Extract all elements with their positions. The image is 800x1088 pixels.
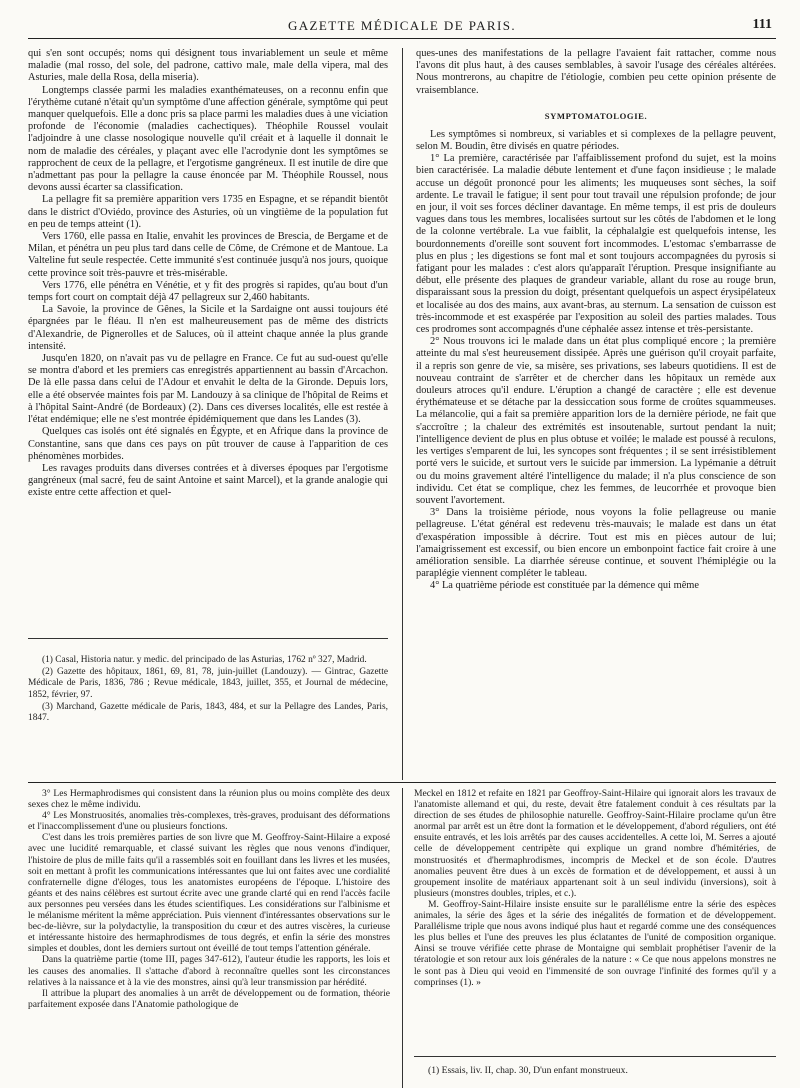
paragraph: Dans la quatrième partie (tome III, pages 347-612), l'auteur étudie les rapports, les lois et les causes des anomalies. Il s'attache d'abord à reconnaître quelles sont les circonstances relatives à la naissance et à la vie des monstres, ainsi qu'à leur transmission par hérédité. <box>28 954 390 988</box>
paragraph: 1° La première, caractérisée par l'affaiblissement profond du sujet, est la moins bien caractérisée. La maladie débute lentement et d'une façon insidieuse ; le malade accuse un dégoût prononcé pour les aliments; les muqueuses sont sèches, la soif ardente. Le travail le fatigue; il sent pour tout travail une répulsion profonde; de jour en jour, il voit ses forces décliner davantage. En même temps, il est pris de douleurs vagues dans tous les membres, localisées surtout sur les côtés de l'abdomen et le long de la colonne vertébrale. La vue faiblit, la céphalalgie est quelquefois intense, les bourdonnements d'oreille sont souvent fort incommodes. L'estomac s'embarrasse de plus en plus ; les digestions se font mal et sont toujours accompagnées du pyrosis si fatigant pour les malades : c'est alors qu'apparaît l'éruption. Presque insignifiante au début, elle présente des plaques de grandeur variable, allant du rose au rouge brun, disparaissant sous la pression du doigt, présentant quelquefois un aspect érysipélateux et localisée au dos des mains, aux avant-bras, au sternum. La sensation de cuisson est très-incommode et est exaspérée par l'exposition au soleil des parties malades. Tous ces prodromes sont accompagnés d'une céphalée assez intense et très-persistante. <box>416 153 776 336</box>
left-column <box>28 48 388 500</box>
paragraph: La Savoie, la province de Gênes, la Sicile et la Sardaigne ont aussi toujours été épargnées par le fléau. Il n'en est malheureusement pas de même des districts d'Alexandrie, de Pignerolles et de Saluces, où il atteint chaque année la plus grande intensité. <box>28 304 388 352</box>
paragraph: Vers 1776, elle pénétra en Vénétie, et y fit des progrès si rapides, qu'au bout d'un temps fort court on comptait déjà 47 pellagreux sur 2,460 habitants. <box>28 279 388 304</box>
paragraph: Vers 1760, elle passa en Italie, envahit les provinces de Brescia, de Bergame et de Milan, et pénétra un peu plus tard dans celle de Côme, de Crémone et de Mantoue. La Valteline fut seule respectée. Cette immunité s'est continuée jusqu'à nos jours, quoique cette province soit très-pauvre et très-misérable. <box>28 231 388 279</box>
paragraph: 4° Les Monstruosités, anomalies très-complexes, très-graves, produisant des déformations et l'inaccomplissement d'une ou plusieurs fonctions. <box>28 810 390 833</box>
bottom-right-column <box>414 788 776 988</box>
paragraph: Il attribue la plupart des anomalies à un arrêt de développement ou de formation, théorie parfaitement exposée dans l'Anatomie pathologique de <box>28 987 390 1010</box>
paragraph: Meckel en 1812 et refaite en 1821 par Geoffroy-Saint-Hilaire qui ignorait alors les travaux de l'anatomiste allemand et qui, du reste, devait être fatalement conduit à ces résultats par la direction de ses études de philosophie naturelle. Geoffroy-Saint-Hilaire proclame qu'un être anormal par arrêt est un être dont la formation et le développement, d'abord réguliers, ont été ensuite entravés, et les lois arrêtés par des causes accidentelles. A cette loi, M. Serres a ajouté celle de développement centripète qui explique un grand nombre d'hémitéries, de monstruosités et d'hermaphrodismes, incompris de Meckel et de son école. D'autres anomalies peuvent être dues à un excès de formation et de développement, et aussi à un groupement insolite de matériaux appartenant soit à un seul individu (inversions), soit à plusieurs (monstres doubles, triples, et c.). <box>414 788 776 899</box>
paragraph: qui s'en sont occupés; noms qui désignent tous invariablement un seule et même maladie (mal rosso, del sole, del padrone, cattivo male, male della vipera, mal des Asturies, male della Rosa, della miseria). <box>28 48 388 84</box>
page-header <box>28 16 776 39</box>
column-divider <box>402 48 403 780</box>
paragraph: Les ravages produits dans diverses contrées et à diverses époques par l'ergotisme gangréneux (mal sacré, feu de saint Antoine et saint Marcel), et la grande analogie qui existe entre cette affection et quel- <box>28 462 388 499</box>
paragraph: Quelques cas isolés ont été signalés en Égypte, et en Afrique dans la province de Constantine, sans que dans ces pays on pût trouver de cause à l'apparition de ces phénomènes morbides. <box>28 426 388 462</box>
paragraph: 2° Nous trouvons ici le malade dans un état plus compliqué encore ; la première atteinte du mal s'est heureusement dissipée. Après une guérison qu'il croyait parfaite, il a repris son genre de vie, sa misère, ses privations, ses labeurs quotidiens. Il est de nouveau contraint de s'arrêter et de chercher dans les hôpitaux un remède aux douleurs atroces qu'il endure. L'éruption a changé de caractère ; elle est devenue érythémateuse et se détache par la dessiccation sous forme de croûtes squammeuses. La mélancolie, qui a fait sa première apparition lors de la dernière période, ne fait que s'accroître ; la chaleur des extrémités est insoutenable, surtout pendant la nuit; l'intelligence devient de plus en plus obtuse et voilée; le malade est poussé à reculons, les vertiges s'emparent de lui, les syncopes sont fréquentes ; il se sent irrésistiblement porté vers le suicide, et surtout vers le suicide par immersion. La lypémanie a détruit ou du moins gravement altéré l'intelligence du malade; il n'a plus conscience de son individu. Cet état se complique, chez les femmes, de leucorrhée et provoque bien souvent l'avortement. <box>416 336 776 506</box>
paragraph: 3° Dans la troisième période, nous voyons la folie pellagreuse ou manie pellagreuse. L'état général est redevenu très-mauvais; le malade est dans un état d'exaspération impossible à décrire. Tout est mis en pièces autour de lui; l'amaigrissement est excessif, ou bien encore un embonpoint factice fait croire à une amélioration sensible. La diarrhée séreuse continue, et souvent l'hémiplégie ou la paraplégie viennent compléter le tableau. <box>416 507 776 580</box>
footnote: (2) Gazette des hôpitaux, 1861, 69, 81, 78, juin-juillet (Landouzy). — Gintrac, Gazette Médicale de Paris, 1836, 786 ; Revue médicale, 1843, juillet, 355, et Journal de médecine, 1852, février, 97. <box>28 667 388 700</box>
paragraph: C'est dans les trois premières parties de son livre que M. Geoffroy-Saint-Hilaire a exposé avec une lucidité remarquable, et classé suivant les règles que nous venons d'indiquer, l'histoire de plus de mille faits qu'il a rassemblés soit en fouillant dans les livres et les musées, soit en mettant à profit les communications intéressantes que lui ont faites avec une cordialité confraternelle digne d'éloges, tous les anatomistes européens de l'époque. L'histoire des géants et des nains célèbres est surtout écrite avec une grande clarté qui en rend l'accès facile aux personnes peu versées dans les études scientifiques. Les considérations sur l'albinisme et le mélanisme méritent la même appréciation. Puis viennent d'intéressantes observations sur le bec-de-lièvre, sur la polydactylie, la transposition du cœur et des autres viscères, la curieuse et intéressante histoire des hermaphrodismes de tous degrés, et enfin la série des monstres simples et doubles, dont les derniers surtout ont éveillé de tout temps l'attention générale. <box>28 832 390 955</box>
right-column <box>416 48 776 593</box>
paragraph: ques-unes des manifestations de la pellagre l'avaient fait rattacher, comme nous l'avons dit plus haut, à des causes semblables, à savoir l'usage des céréales altérées. Nous montrerons, au chapitre de l'étiologie, combien peu cette opinion présente de vraisemblance. <box>416 48 776 96</box>
footnote: (1) Essais, liv. II, chap. 30, D'un enfant monstrueux. <box>428 1065 628 1076</box>
bottom-left-column <box>28 788 390 1010</box>
paragraph: M. Geoffroy-Saint-Hilaire insiste ensuite sur le parallélisme entre la série des espèces animales, la série des âges et la série des inégalités de formation et de développement. Parallélisme triple que nous avons indiqué plus haut et regardé comme une des conséquences les plus belles et l'une des preuves les plus éclatantes de l'unité de composition organique. Ainsi se trouve vérifiée cette phrase de Montaigne qui semblait prophétiser l'avenir de la tératologie et son retour aux lois générales de la nature : « Ce que nous appelons monstres ne le sont pas à Dieu qui veoid en l'immensité de son ouvrage l'infinité des formes qu'il y a comprinses (1). » <box>414 898 776 988</box>
footnotes <box>28 638 388 725</box>
footnotes <box>414 1056 776 1076</box>
footnote: (3) Marchand, Gazette médicale de Paris, 1843, 484, et sur la Pellagre des Landes, Paris, 1847. <box>28 701 388 724</box>
section-rule <box>28 782 776 783</box>
paragraph: 4° La quatrième période est constituée par la démence qui même <box>430 580 700 592</box>
paragraph: Longtemps classée parmi les maladies exanthémateuses, on a reconnu enfin que l'érythème cutané n'était qu'un symptôme d'une affection générale, symptôme qui peut manquer quelquefois. Elle a donc pris sa place parmi les maladies dues à une viciation profonde de l'économie (maladies cachectiques). Théophile Roussel voulait l'adjoindre à une classe nosologique nouvelle qu'il créait et à laquelle il donnait le nom de maladie des céréales, y plaçant avec elle l'acrodynie dont les symptômes se rapprochent de ceux de la pellagre, et l'ergotisme gangréneux. Il est inutile de dire que n'admettant pas pour la pellagre la cause énoncée par M. Théophile Roussel, nous devons aussi écarter sa classification. <box>28 84 388 194</box>
article-pellagre <box>28 48 776 780</box>
section-heading: SYMPTOMATOLOGIE. <box>544 110 648 121</box>
newspaper-page <box>28 16 776 1076</box>
paragraph: La pellagre fit sa première apparition vers 1735 en Espagne, et se répandit bientôt dans le district d'Oviédo, province des Asturies, où un vingtième de la population fut en peu de temps atteint (1). <box>28 194 388 230</box>
paragraph: Jusqu'en 1820, on n'avait pas vu de pellagre en France. Ce fut au sud-ouest qu'elle se montra d'abord et les premiers cas enregistrés appartiennent au bassin d'Arcachon. De là elle passa dans celui de l'Adour et envahit le delta de la Gironde. Depuis lors, elle a été observée maintes fois par M. Landouzy à sa clinique de l'hôpital de Reims et à l'hôpital Saint-André (de Bordeaux) (2). Dans ces diverses localités, elle est restée à l'état endémique; elle ne s'est montrée épidémiquement que dans les Landes (3). <box>28 353 388 426</box>
page-number: 111 <box>752 17 772 32</box>
paragraph: Les symptômes si nombreux, si variables et si complexes de la pellagre peuvent, selon M. Boudin, être divisés en quatre périodes. <box>416 128 776 153</box>
footnote: (1) Casal, Historia natur. y medic. del principado de las Asturias, 1762 nº 327, Madrid. <box>42 655 367 665</box>
column-divider <box>402 788 403 1088</box>
paragraph: 3° Les Hermaphrodismes qui consistent dans la réunion plus ou moins complète des deux sexes chez le même individu. <box>28 788 390 811</box>
feuilleton-review <box>28 788 776 1088</box>
journal-title: GAZETTE MÉDICALE DE PARIS. <box>287 18 517 33</box>
